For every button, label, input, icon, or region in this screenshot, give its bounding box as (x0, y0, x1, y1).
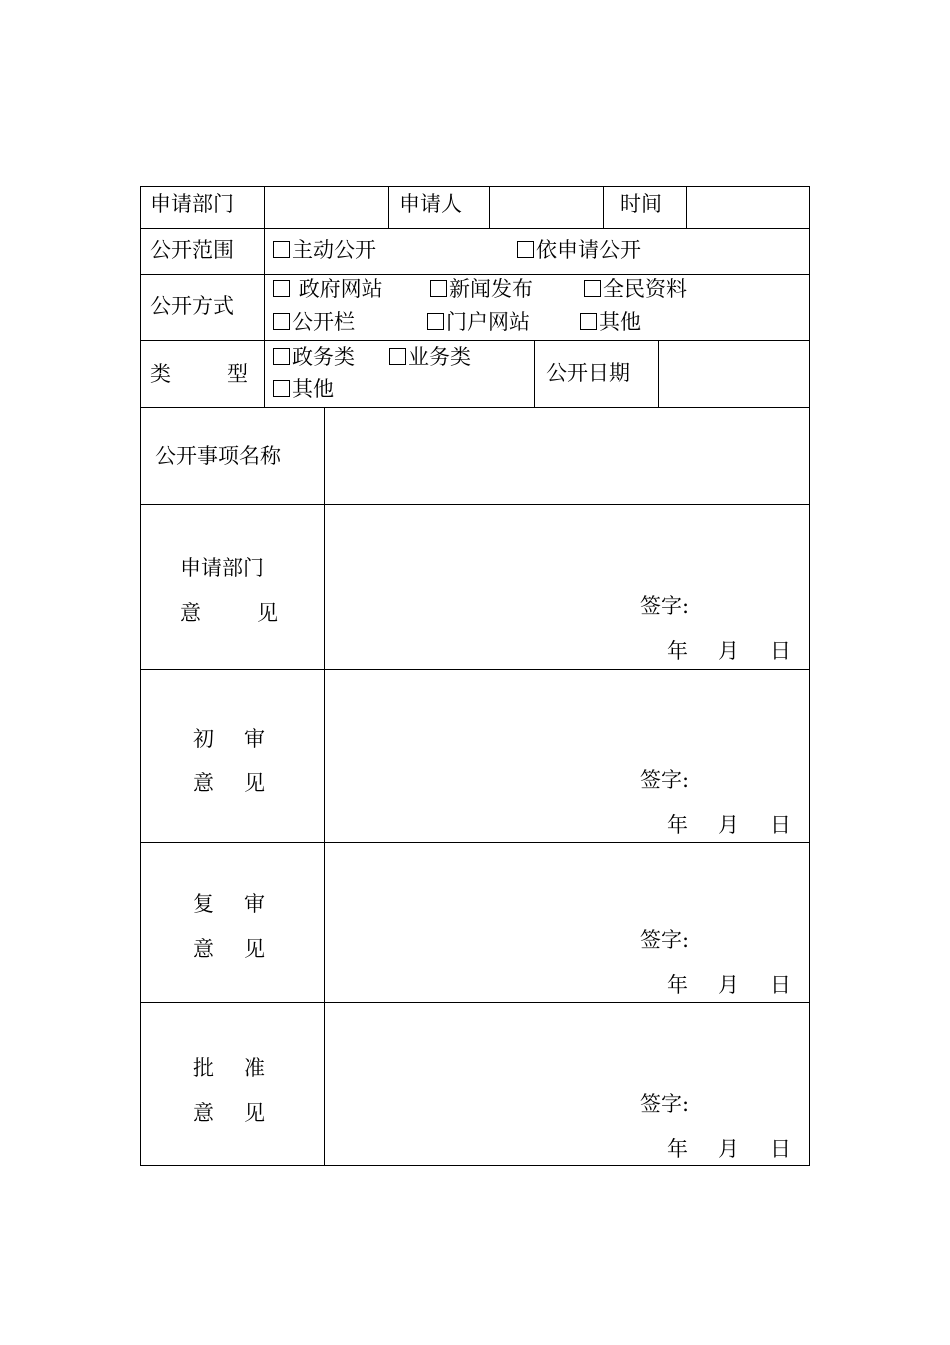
col-divider (264, 228, 265, 407)
opinion-char: 审 (244, 727, 265, 751)
opinion-char: 批 (193, 1056, 214, 1080)
opinion-char: 意 (193, 937, 214, 961)
border-right (809, 186, 810, 1166)
checkbox[interactable] (517, 241, 534, 258)
checkbox[interactable] (584, 280, 601, 297)
checkbox[interactable] (273, 380, 290, 397)
item-name-label: 公开事项名称 (155, 444, 281, 468)
opinion-char: 意 (193, 771, 214, 795)
applicant-label: 申请人 (399, 192, 462, 216)
method-option-gov-website[interactable]: 政府网站 (273, 277, 383, 301)
time-label: 时间 (620, 192, 662, 216)
row-divider (140, 228, 810, 229)
opinion-char: 意 (193, 1101, 214, 1125)
checkbox[interactable] (427, 313, 444, 330)
publish-date-label: 公开日期 (546, 361, 630, 385)
type-option-government[interactable]: 政务类 (273, 345, 355, 369)
signature-label: 签字: (640, 594, 690, 618)
application-form (140, 186, 810, 1166)
type-label-char-2: 型 (227, 362, 248, 386)
date-month: 月 (718, 1137, 739, 1161)
dept-label: 申请部门 (150, 192, 234, 216)
dept-opinion-label: 申请部门 (180, 556, 264, 580)
opinion-char: 见 (244, 1101, 265, 1125)
border-bottom (140, 1165, 810, 1166)
date-year: 年 (667, 1137, 688, 1161)
time-field[interactable] (687, 187, 809, 228)
checkbox[interactable] (273, 348, 290, 365)
method-option-public-materials[interactable]: 全民资料 (584, 277, 687, 301)
date-day: 日 (770, 813, 791, 837)
date-year: 年 (667, 973, 688, 997)
opinion-char: 见 (257, 601, 278, 625)
opinion-char: 意 (180, 601, 201, 625)
date-year: 年 (667, 639, 688, 663)
date-day: 日 (770, 1137, 791, 1161)
opinion-char: 见 (244, 937, 265, 961)
checkbox[interactable] (389, 348, 406, 365)
scope-option-request[interactable]: 依申请公开 (517, 238, 641, 262)
date-month: 月 (718, 639, 739, 663)
date-month: 月 (718, 813, 739, 837)
opinion-char: 见 (244, 771, 265, 795)
applicant-field[interactable] (490, 187, 603, 228)
type-option-other[interactable]: 其他 (273, 377, 334, 401)
method-label: 公开方式 (150, 294, 234, 318)
opinion-char: 准 (244, 1056, 265, 1080)
date-month: 月 (718, 973, 739, 997)
date-day: 日 (770, 639, 791, 663)
col-divider (603, 186, 604, 228)
checkbox[interactable] (430, 280, 447, 297)
signature-label: 签字: (640, 928, 690, 952)
row-divider (140, 274, 810, 275)
scope-option-active[interactable]: 主动公开 (273, 238, 376, 262)
method-option-other[interactable]: 其他 (580, 310, 641, 334)
col-divider (388, 186, 389, 228)
type-option-business[interactable]: 业务类 (389, 345, 471, 369)
checkbox[interactable] (273, 313, 290, 330)
opinion-char: 审 (244, 892, 265, 916)
col-divider (534, 340, 535, 407)
publish-date-field[interactable] (659, 341, 809, 407)
border-left (140, 186, 141, 1166)
checkbox[interactable] (273, 241, 290, 258)
date-day: 日 (770, 973, 791, 997)
method-option-bulletin-board[interactable]: 公开栏 (273, 310, 355, 334)
dept-field[interactable] (265, 187, 388, 228)
signature-label: 签字: (640, 1092, 690, 1116)
type-label-char-1: 类 (150, 362, 171, 386)
date-year: 年 (667, 813, 688, 837)
checkbox[interactable] (580, 313, 597, 330)
checkbox[interactable] (273, 280, 290, 297)
opinion-char: 复 (193, 892, 214, 916)
scope-label: 公开范围 (150, 238, 234, 262)
method-option-press-release[interactable]: 新闻发布 (430, 277, 533, 301)
opinion-char: 初 (193, 727, 214, 751)
method-option-portal[interactable]: 门户网站 (427, 310, 530, 334)
signature-label: 签字: (640, 768, 690, 792)
item-name-field[interactable] (325, 408, 809, 504)
